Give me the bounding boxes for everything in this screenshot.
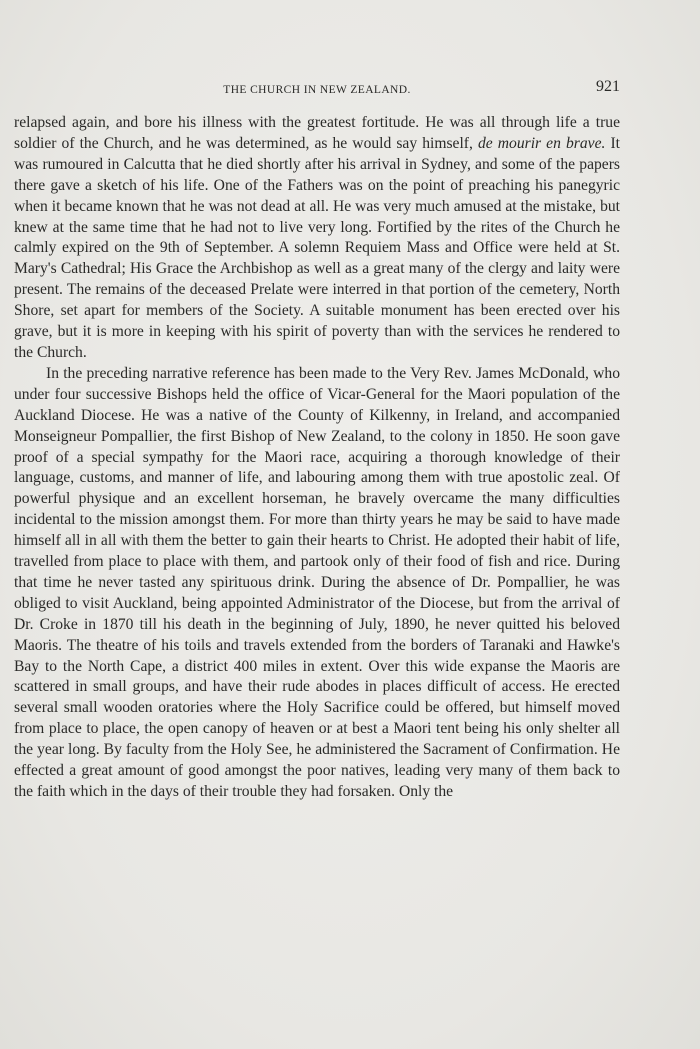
page-number: 921 — [596, 78, 620, 95]
paragraph-1 — [14, 113, 620, 364]
paragraph-2: In the preceding narrative reference has been made to the Very Rev. James McDonald, who under four successive Bishops held the office of Vicar-General for the Maori population of the Auckland Diocese. He was a native of the County of Kilkenny, in Ireland, and accompanied Monseigneur Pompallier, the first Bishop of New Zealand, to the colony in 1850. He soon gave proof of a special sympathy for the Maori race, acquiring a thorough knowledge of their language, customs, and manner of life, and labouring among them with true apostolic zeal. Of powerful physique and an excellent horseman, he bravely overcame the many difficulties incidental to the mission amongst them. For more than thirty years he may be said to have made himself all in all with them the better to gain their hearts to Christ. He adopted their habit of life, travelled from place to place with them, and partook only of their food of fish and rice. During that time he never tasted any spirituous drink. During the absence of Dr. Pompallier, he was obliged to visit Auckland, being appointed Administrator of the Diocese, but from the arrival of Dr. Croke in 1870 till his death in the beginning of July, 1890, he never quitted his beloved Maoris. The theatre of his toils and travels extended from the borders of Taranaki and Hawke's Bay to the North Cape, a district 400 miles in extent. Over this wide expanse the Maoris are scattered in small groups, and have their rude abodes in places difficult of access. He erected several small wooden oratories where the Holy Sacrifice could be offered, but himself moved from place to place, the open canopy of heaven or at best a Maori tent being his only shelter all the year long. By faculty from the Holy See, he administered the Sacrament of Confirmation. He effected a great amount of good amongst the poor natives, leading very many of them back to the faith which in the days of their trouble they had forsaken. Only the — [14, 364, 620, 800]
page-header — [14, 78, 620, 100]
paragraph-1-text-a: relapsed again, and bore his illness with the greatest fortitude. He was all through life a true soldier of the Church, and he was determined, as he would say himself, — [14, 114, 620, 152]
body-text — [14, 113, 620, 803]
paragraph-1-text-b: It was rumoured in Calcutta that he died shortly after his arrival in Sydney, and some of the papers there gave a sketch of his life. One of the Fathers was on the point of preaching his panegyric when it became known that he was not dead at all. He was very much amused at the mistake, but knew at the same time that he had not to live very long. Fortified by the rites of the Church he calmly expired on the 9th of September. A solemn Requiem Mass and Office were held at St. Mary's Cathedral; His Grace the Archbishop as well as a great many of the clergy and laity were present. The remains of the deceased Prelate were interred in that portion of the cemetery, North Shore, set apart for members of the Society. A suitable monument has been erected over his grave, but it is more in keeping with his spirit of poverty than with the services he rendered to the Church. — [14, 134, 620, 361]
paragraph-1-italic-phrase: de mourir en brave. — [477, 134, 606, 152]
running-title: THE CHURCH IN NEW ZEALAND. — [223, 84, 411, 96]
